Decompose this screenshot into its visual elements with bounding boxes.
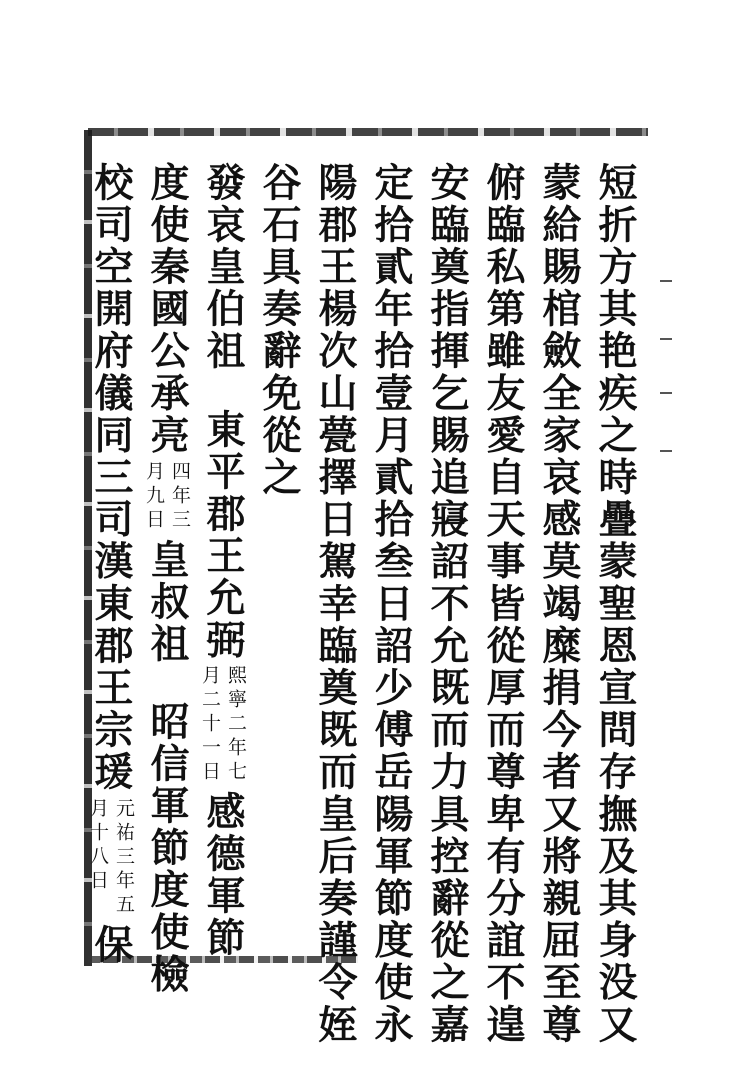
column-text: 短折方其艳疾之時疊蒙聖恩宣問存撫及其身没又 bbox=[592, 162, 638, 1047]
text-column-9 bbox=[140, 162, 194, 996]
text-column-7 bbox=[252, 162, 306, 499]
column-text-head: 度使秦國公承亮 bbox=[144, 162, 190, 457]
column-text-tail2: 保 bbox=[88, 923, 134, 966]
page-border-top bbox=[88, 128, 648, 136]
text-column-8 bbox=[196, 162, 250, 960]
text-column-4 bbox=[420, 162, 474, 1046]
column-text-tail: 瑗 bbox=[88, 751, 134, 794]
text-column-10 bbox=[84, 162, 138, 966]
column-text: 谷石具奏辭免從之 bbox=[256, 162, 302, 499]
text-column-1 bbox=[588, 162, 642, 1046]
column-text: 俯臨私第雖友愛自天事皆從厚而尊卑有分誼不遑 bbox=[480, 162, 526, 1047]
interlinear-note bbox=[199, 665, 247, 785]
column-text: 陽郡王楊次山甍擇日駕幸臨奠既而皇后奏謹令姪 bbox=[312, 162, 358, 1047]
column-text: 蒙給賜棺斂全家哀感莫竭糜捐今者又將親屈至尊 bbox=[536, 162, 582, 1047]
margin-marks bbox=[660, 280, 680, 500]
note-line-right: 熙寧二年七 bbox=[225, 665, 247, 786]
column-text-head: 校司空開府儀同三司漢東郡王宗 bbox=[88, 162, 134, 752]
text-column-5 bbox=[364, 162, 418, 1046]
note-line-left: 月十八日 bbox=[87, 797, 109, 894]
interlinear-note bbox=[87, 798, 135, 918]
interlinear-note bbox=[143, 461, 191, 533]
column-text-tail: 東平郡王允弼 bbox=[200, 408, 246, 662]
text-column-3 bbox=[476, 162, 530, 1046]
column-text-tail: 昭信軍節度使檢 bbox=[144, 701, 190, 996]
column-text-head: 發哀皇伯祖 bbox=[200, 162, 246, 373]
note-line-left: 月九日 bbox=[143, 460, 165, 533]
note-line-right: 四年三 bbox=[169, 460, 191, 533]
column-text-mid: 皇叔祖 bbox=[144, 538, 190, 666]
note-line-right: 元祐三年五 bbox=[113, 797, 135, 918]
text-column-6 bbox=[308, 162, 362, 1046]
column-text: 定拾貳年拾壹月貳拾叁日詔少傅岳陽軍節度使永 bbox=[368, 162, 414, 1047]
text-column-2 bbox=[532, 162, 586, 1046]
column-text: 安臨奠指揮乞賜追寢詔不允既而力具控辭從之嘉 bbox=[424, 162, 470, 1047]
note-line-left: 月二十一日 bbox=[199, 665, 221, 786]
column-text-tail2: 感德軍節 bbox=[200, 791, 246, 960]
